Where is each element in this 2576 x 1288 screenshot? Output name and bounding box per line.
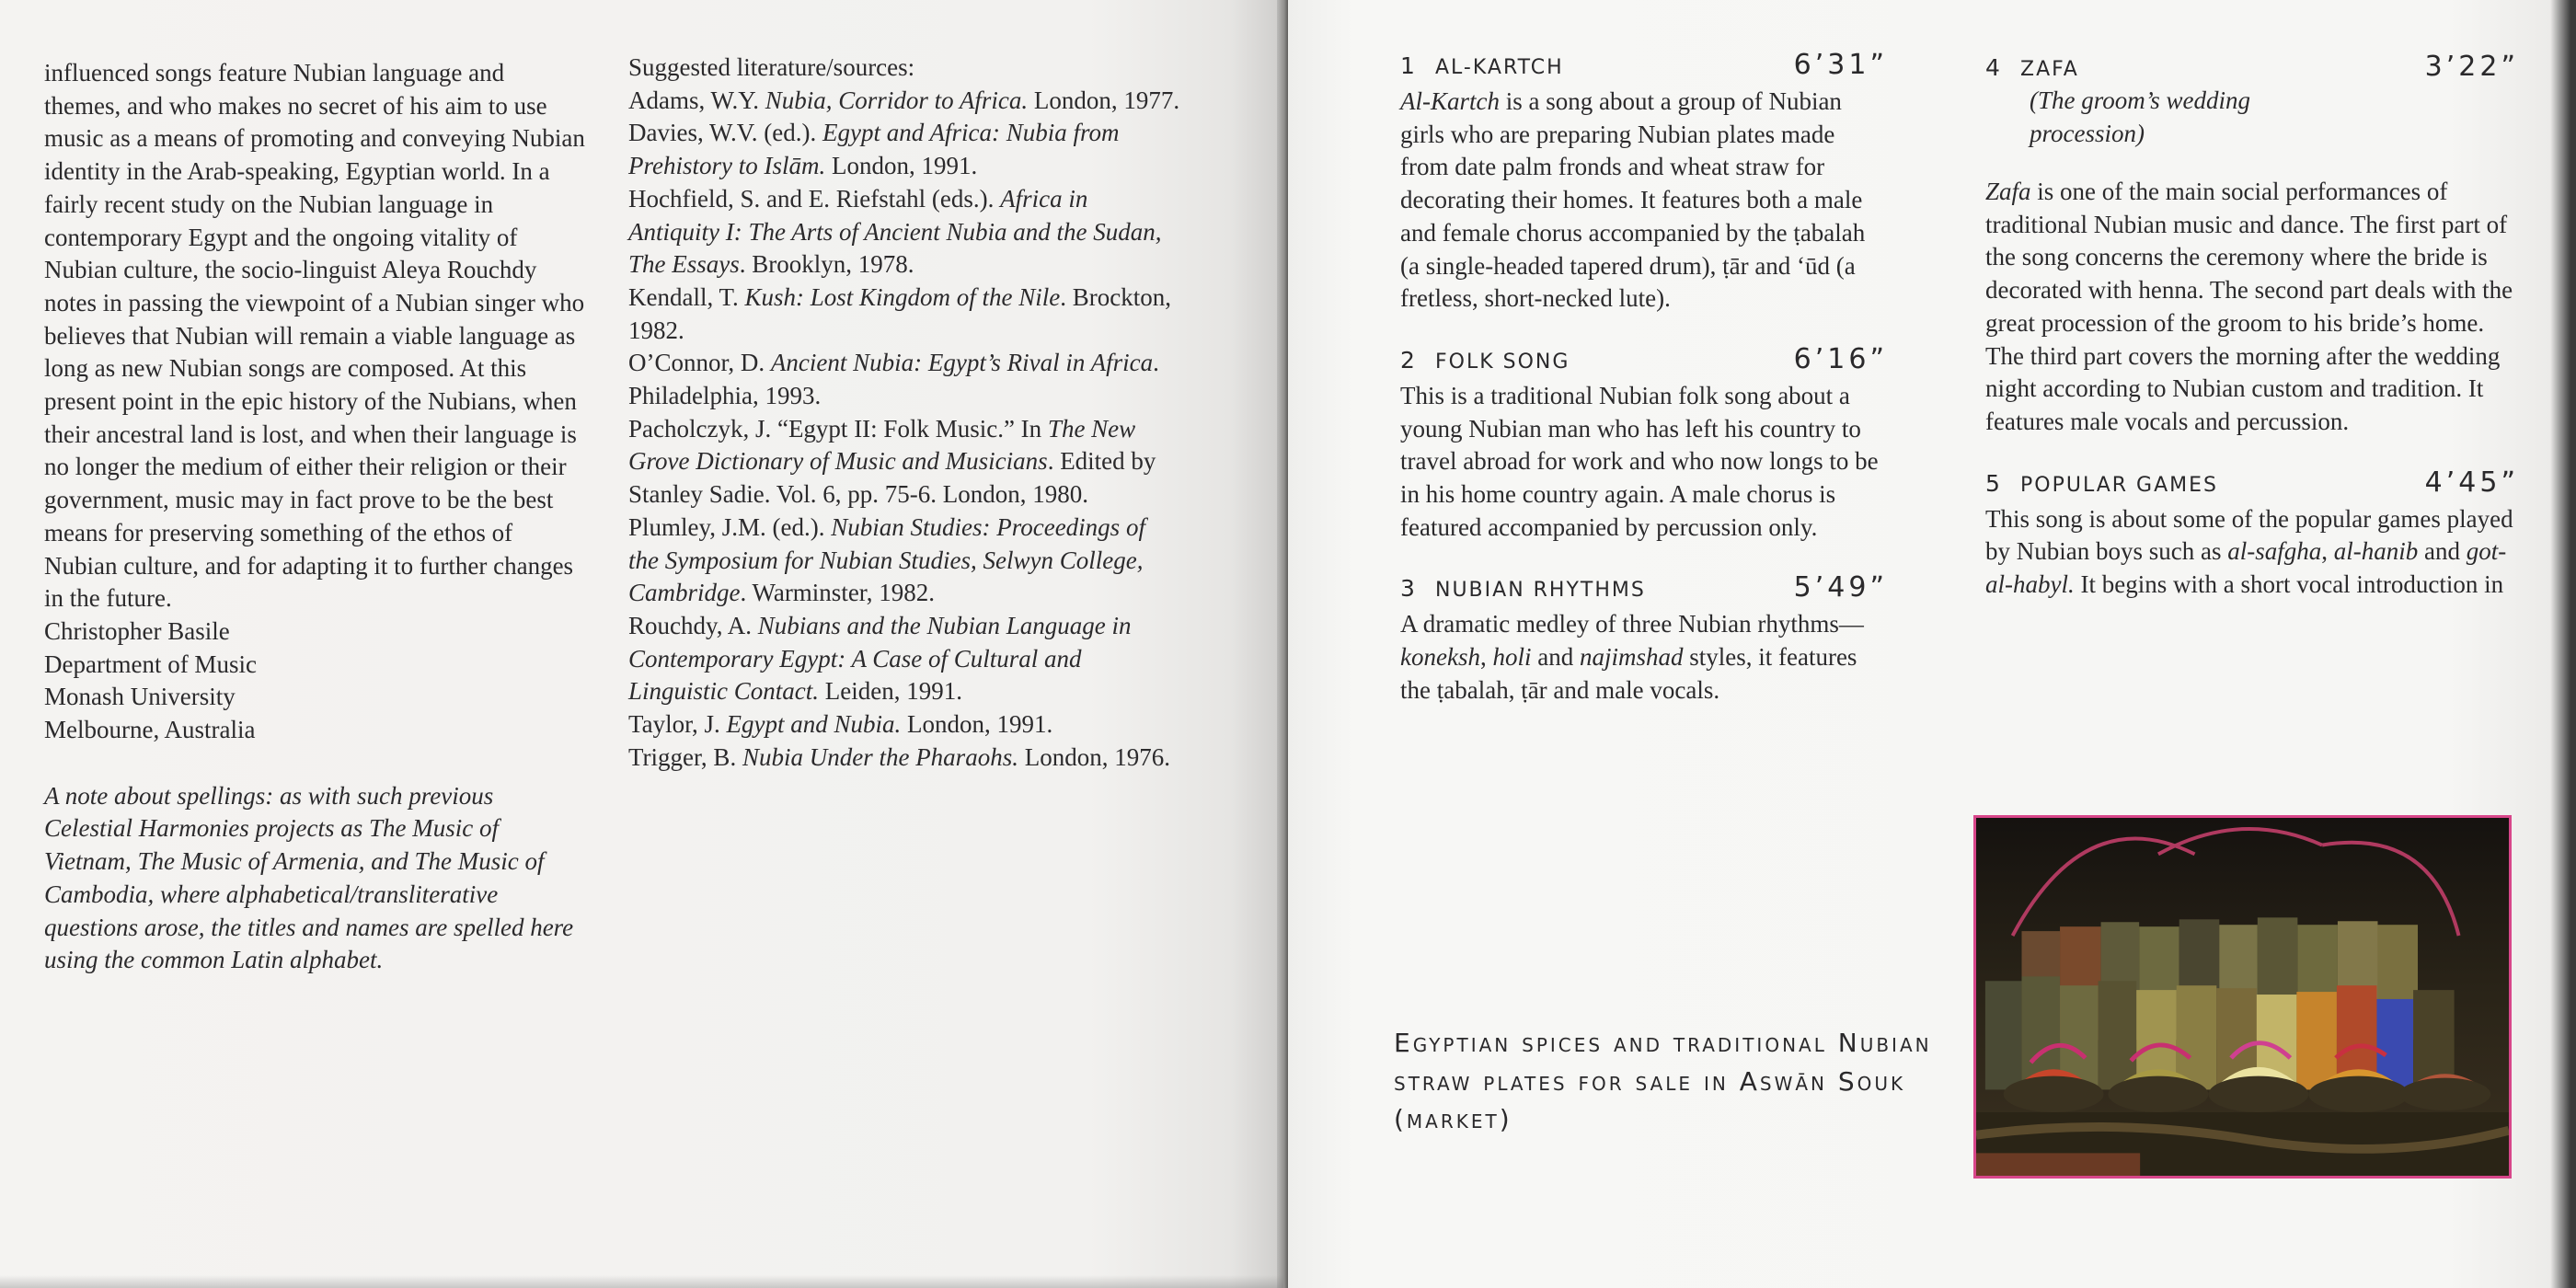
reference-author: Pacholczyk, J. “Egypt II: Folk Music.” In bbox=[628, 414, 1048, 443]
author-location: Melbourne, Australia bbox=[44, 716, 256, 744]
track-title: ZAFA bbox=[2020, 58, 2079, 81]
track-number: 4 bbox=[1985, 54, 2001, 81]
reference-author: Davies, W.V. (ed.). bbox=[628, 119, 822, 147]
reference-title: Egypt and Africa: Nubia from Prehistory to Islām. bbox=[628, 119, 1120, 180]
rhythm-name: koneksh bbox=[1400, 643, 1480, 672]
author-signature bbox=[44, 615, 587, 747]
tracks-column-1 bbox=[1400, 49, 1888, 735]
reference-author: Adams, W.Y. bbox=[628, 86, 765, 114]
track-description-text: is one of the main social performances of traditional Nubian music and dance. The first part of the song concerns the ceremony where the bride is decorated with henna. The second part deals with the great procession of the groom to his bride’s home. The third part covers the morning after the wedding night according to Nubian custom and tradition. It features male vocals and percussion. bbox=[1985, 178, 2513, 435]
track-duration: 6’31” bbox=[1793, 49, 1888, 81]
track-subtitle: (The groom’s wedding procession) bbox=[2030, 86, 2251, 147]
photo-caption: Egyptian spices and traditional Nubian straw plates for sale in Aswān Souk (market) bbox=[1394, 1028, 1932, 1134]
reference-entry bbox=[628, 183, 1180, 282]
reference-title: Egypt and Nubia. bbox=[726, 710, 902, 739]
track-description bbox=[1400, 608, 1888, 707]
track-duration: 4’45” bbox=[2424, 466, 2519, 499]
rhythm-name: najimshad bbox=[1579, 643, 1684, 672]
track-duration: 3’22” bbox=[2424, 51, 2519, 83]
reference-publication: London, 1991. bbox=[825, 152, 978, 180]
game-name: al-hanib bbox=[2333, 537, 2419, 566]
reference-entry bbox=[628, 512, 1180, 610]
track-3 bbox=[1400, 571, 1888, 707]
track-name-italic: Al-Kartch bbox=[1400, 87, 1500, 115]
reference-author: Taylor, J. bbox=[628, 710, 727, 739]
author-department: Department of Music bbox=[44, 650, 257, 678]
spice-market-photo bbox=[1973, 815, 2512, 1179]
track-5 bbox=[1985, 466, 2519, 602]
references-column bbox=[628, 52, 1180, 774]
reference-publication: . Brockton, 1982. bbox=[628, 282, 1172, 344]
track-header bbox=[1400, 49, 1888, 86]
reference-publication: . Edited by Stanley Sadie. Vol. 6, pp. 75-6. London, 1980. bbox=[628, 447, 1156, 509]
reference-author: O’Connor, D. bbox=[628, 349, 771, 377]
reference-title: Africa in Antiquity I: The Arts of Ancient Nubia and the Sudan, The Essays bbox=[628, 184, 1162, 279]
desc-text: This song is about some of the popular games played by Nubian boys such as bbox=[1985, 504, 2513, 566]
track-header bbox=[1985, 466, 2519, 503]
track-header bbox=[1400, 571, 1888, 608]
reference-publication: London, 1977. bbox=[1028, 86, 1180, 114]
author-university: Monash University bbox=[44, 683, 236, 711]
reference-title: Nubia Under the Pharaohs. bbox=[742, 742, 1018, 771]
reference-title: Nubians and the Nubian Language in Contemporary Egypt: A Case of Cultural and Linguistic Contact. bbox=[628, 611, 1132, 706]
reference-publication: . Brooklyn, 1978. bbox=[739, 250, 914, 279]
game-name: al-safgha bbox=[2227, 537, 2322, 566]
rhythm-name: holi bbox=[1492, 643, 1532, 672]
track-description bbox=[1985, 503, 2519, 602]
tracks-column-2 bbox=[1985, 51, 2519, 629]
track-header bbox=[1985, 51, 2519, 87]
reference-list bbox=[628, 85, 1180, 775]
reference-entry bbox=[628, 282, 1180, 347]
track-description bbox=[1400, 86, 1888, 316]
author-name: Christopher Basile bbox=[44, 616, 230, 645]
reference-publication: . Warminster, 1982. bbox=[740, 579, 935, 607]
reference-title: Nubia, Corridor to Africa. bbox=[765, 86, 1029, 114]
reference-author: Hochfield, S. and E. Riefstahl (eds.). bbox=[628, 184, 1001, 213]
reference-author: Kendall, T. bbox=[628, 282, 745, 311]
reference-title: The New Grove Dictionary of Music and Musicians bbox=[628, 414, 1136, 476]
reference-author: Rouchdy, A. bbox=[628, 611, 758, 639]
reference-author: Plumley, J.M. (ed.). bbox=[628, 512, 832, 541]
page-edge-shadow bbox=[0, 1275, 1283, 1288]
track-number: 1 bbox=[1400, 52, 1416, 79]
essay-column bbox=[44, 57, 587, 977]
reference-title: Nubian Studies: Proceedings of the Symposium for Nubian Studies, Selwyn College, Cambridge bbox=[628, 512, 1145, 607]
reference-publication: Leiden, 1991. bbox=[819, 677, 962, 706]
references-heading: Suggested literature/sources: bbox=[628, 53, 915, 81]
desc-text: , bbox=[2321, 537, 2334, 566]
desc-text: A dramatic medley of three Nubian rhythms— bbox=[1400, 610, 1864, 638]
track-header bbox=[1400, 343, 1888, 380]
desc-text: , bbox=[1479, 643, 1493, 672]
track-title: NUBIAN RHYTHMS bbox=[1435, 579, 1646, 603]
track-number: 2 bbox=[1400, 346, 1416, 374]
track-1 bbox=[1400, 49, 1888, 316]
track-duration: 6’16” bbox=[1793, 342, 1888, 375]
reference-author: Trigger, B. bbox=[628, 742, 742, 771]
game-name: got-al-habyl. bbox=[1985, 537, 2507, 599]
track-description bbox=[1985, 176, 2519, 439]
track-2 bbox=[1400, 343, 1888, 545]
reference-title: Ancient Nubia: Egypt’s Rival in Africa bbox=[770, 349, 1154, 377]
reference-entry bbox=[628, 347, 1180, 412]
reference-entry bbox=[628, 708, 1180, 742]
reference-publication: London, 1976. bbox=[1018, 742, 1170, 771]
track-duration: 5’49” bbox=[1793, 571, 1888, 604]
reference-publication: London, 1991. bbox=[901, 710, 1053, 739]
track-title: POPULAR GAMES bbox=[2020, 473, 2218, 497]
track-4 bbox=[1985, 51, 2519, 439]
track-name-italic: Zafa bbox=[1985, 178, 2031, 205]
track-title: AL-KARTCH bbox=[1435, 56, 1564, 79]
track-description-text: is a song about a group of Nubian girls who are preparing Nubian plates made from date palm fronds and wheat straw for decorating their homes. It features both a male and female chorus accompanied by the ṭabalah (a single-headed tapered drum), ṭār and ‘ūd (a fretless, short-necked lute). bbox=[1400, 87, 1866, 313]
spelling-note: A note about spellings: as with such previous Celestial Harmonies projects as The Music of Vietnam, The Music of Armenia, and The Music of Cambodia, where alphabetical/transliterative questions arose, the titles and names are spelled here using the common Latin alphabet. bbox=[44, 781, 574, 974]
spice-market-illustration bbox=[1976, 818, 2509, 1176]
reference-entry bbox=[628, 742, 1180, 775]
track-description: This is a traditional Nubian folk song about a young Nubian man who has left his country to travel abroad for work and who now longs to be in his home country again. A male chorus is featured accompanied by percussion only. bbox=[1400, 381, 1879, 541]
reference-title: Kush: Lost Kingdom of the Nile bbox=[744, 282, 1061, 311]
reference-entry bbox=[628, 413, 1180, 512]
reference-publication: . Philadelphia, 1993. bbox=[628, 349, 1159, 410]
desc-text: styles, it features the ṭabalah, ṭār and male vocals. bbox=[1400, 643, 1857, 704]
reference-entry bbox=[628, 85, 1180, 118]
desc-text: and bbox=[1531, 643, 1580, 672]
track-number: 3 bbox=[1400, 575, 1416, 603]
desc-text: and bbox=[2418, 537, 2467, 566]
essay-paragraph: influenced songs feature Nubian language and themes, and who makes no secret of his aim to use music as a means of promoting and conveying Nubian identity in the Arab-speaking, Egyptian world. In a fairly recent study on the Nubian language in contemporary Egypt and the ongoing vitality of Nubian culture, the socio-linguist Aleya Rouchdy notes in passing the viewpoint of a Nubian singer who believes that Nubian will remain a viable language as long as new Nubian songs are composed. At this present point in the epic history of the Nubians, when their ancestral land is lost, and when their language is no longer the medium of either their religion or their government, music may in fact prove to be the best means for preserving something of the ethos of Nubian culture, and for adapting it to further changes in the future. bbox=[44, 59, 585, 613]
track-title: FOLK SONG bbox=[1435, 350, 1570, 374]
track-number: 5 bbox=[1985, 469, 2001, 497]
desc-text: It begins with a short vocal introduction in bbox=[2074, 570, 2504, 599]
reference-entry bbox=[628, 610, 1180, 708]
reference-entry bbox=[628, 117, 1180, 182]
